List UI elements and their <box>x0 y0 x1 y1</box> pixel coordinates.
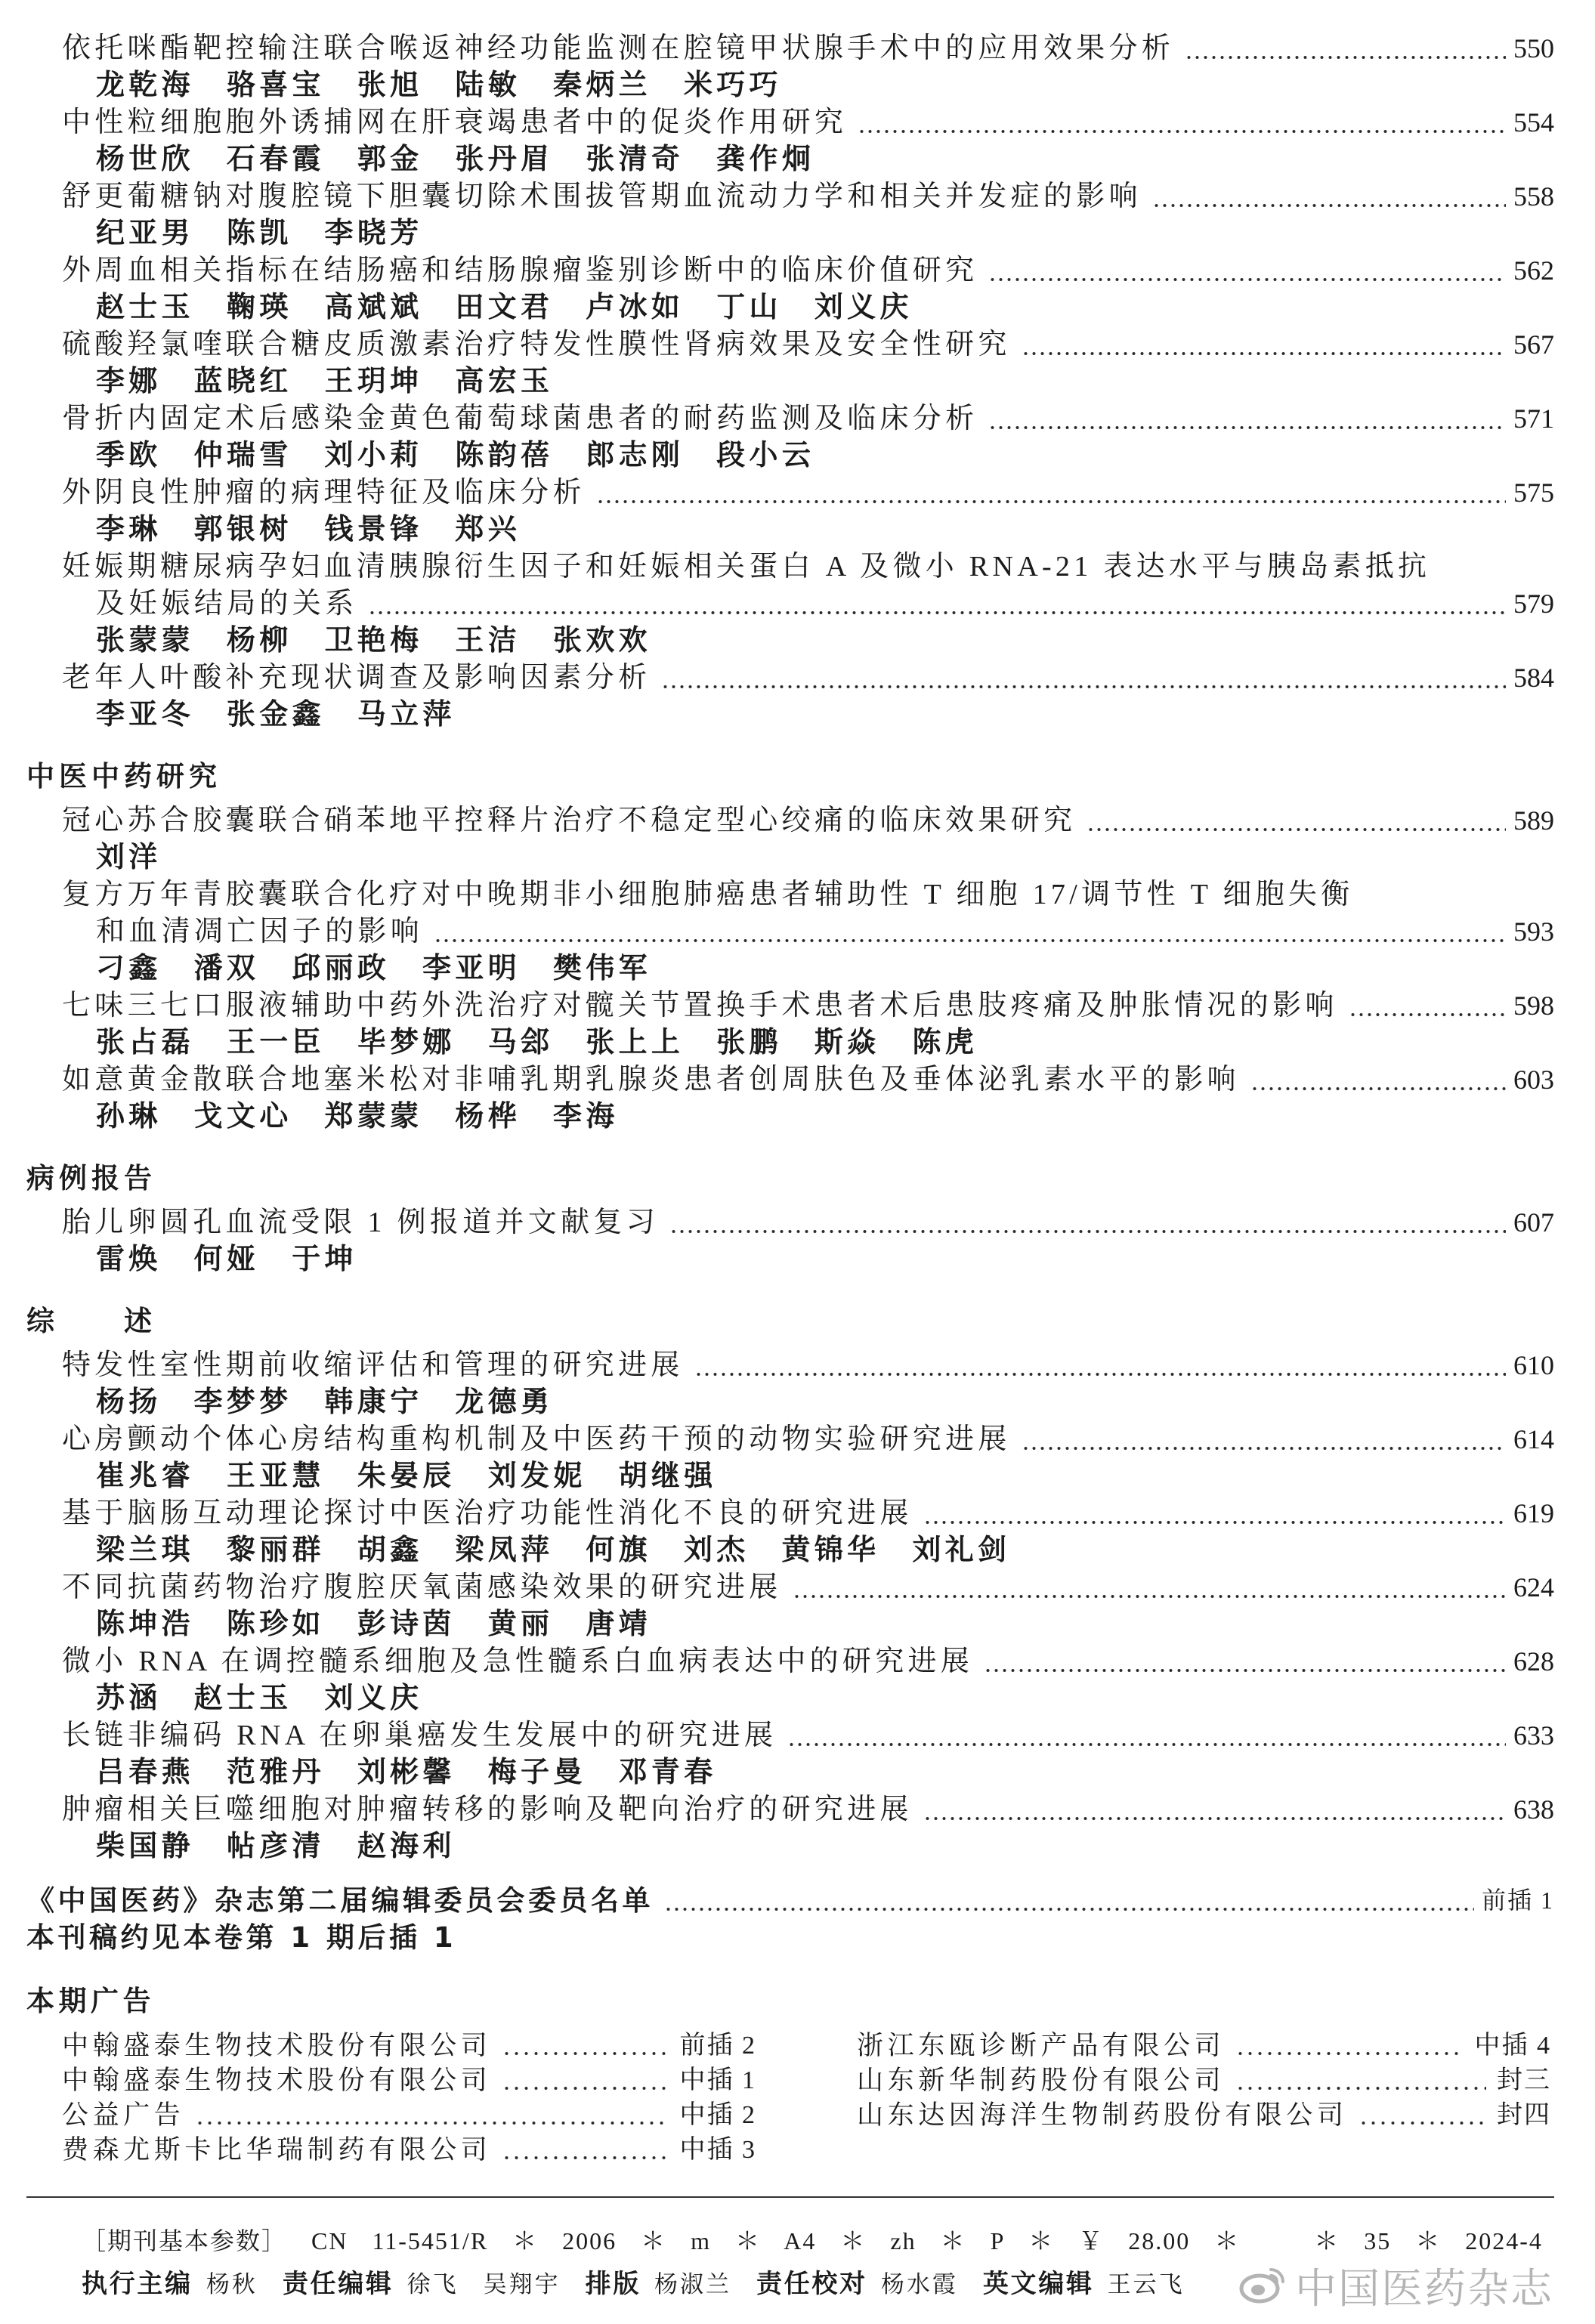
author-list <box>0 1458 1595 1495</box>
ad-item <box>62 2029 756 2063</box>
ad-item <box>62 2098 756 2133</box>
author-name: 李琳 <box>96 514 162 545</box>
author-name: 纪亚男 <box>96 218 194 249</box>
author-name: 米巧巧 <box>683 70 782 101</box>
author-name: 丁山 <box>716 292 782 323</box>
author-list <box>0 67 1595 104</box>
author-name: 梅子曼 <box>487 1757 586 1788</box>
entry-title-line <box>0 30 1595 67</box>
entry-title-line <box>0 474 1595 511</box>
advertiser-name: 费森尤斯卡比华瑞制药有限公司 <box>62 2135 492 2165</box>
article-title: 外周血相关指标在结肠癌和结肠腺瘤鉴别诊断中的临床价值研究 <box>62 255 978 286</box>
section-heading: 综 述 <box>26 1305 156 1337</box>
entry-title-line <box>0 1204 1595 1241</box>
dot-leader <box>368 586 1506 623</box>
author-name: 斯焱 <box>814 1027 880 1058</box>
page-number: 607 <box>1513 1207 1554 1238</box>
author-name: 刘洋 <box>96 842 162 873</box>
author-name: 张蒙蒙 <box>96 625 194 657</box>
author-name: 马郐 <box>487 1027 554 1058</box>
author-name: 陆敏 <box>455 70 521 101</box>
author-list <box>0 1680 1595 1717</box>
toc-section <box>0 1160 1595 1278</box>
table-of-contents <box>0 30 1595 1865</box>
author-name: 高斌斌 <box>324 292 423 323</box>
toc-entry <box>0 1569 1595 1643</box>
notices <box>0 1882 1595 1956</box>
author-name: 郑蒙蒙 <box>324 1101 423 1133</box>
toc-entry <box>0 987 1595 1062</box>
author-name: 赵士玉 <box>193 1683 292 1714</box>
ads-column-left <box>62 2029 756 2168</box>
article-title: 不同抗菌药物治疗腹腔厌氧菌感染效果的研究进展 <box>62 1571 782 1603</box>
author-list <box>0 1024 1595 1062</box>
author-name: 唐靖 <box>586 1609 651 1640</box>
article-title: 冠心苏合胶囊联合硝苯地平控释片治疗不稳定型心绞痛的临床效果研究 <box>62 805 1077 836</box>
toc-entry <box>0 1062 1595 1136</box>
author-name: 蓝晓红 <box>193 366 292 397</box>
author-name: 石春霞 <box>226 144 325 175</box>
author-name: 邓青春 <box>618 1757 717 1788</box>
author-name: 杨扬 <box>96 1386 162 1418</box>
author-list <box>0 1241 1595 1278</box>
article-title: 妊娠期糖尿病孕妇血清胰腺衍生因子和妊娠相关蛋白 A 及微小 RNA-21 表达水平与胰岛素抵抗 <box>62 551 1431 583</box>
entry-title-line <box>0 1569 1595 1606</box>
page-number: 589 <box>1513 805 1554 836</box>
author-name: 韩康宁 <box>324 1386 423 1418</box>
author-name: 戈文心 <box>193 1101 292 1133</box>
article-title: 硫酸羟氯喹联合糖皮质激素治疗特发性膜性肾病效果及安全性研究 <box>62 329 1011 360</box>
toc-entry <box>0 802 1595 876</box>
author-name: 黄锦华 <box>781 1534 880 1566</box>
advertiser-name: 公益广告 <box>62 2100 185 2130</box>
author-list <box>0 141 1595 178</box>
staff-role: 责任编辑 <box>282 2269 394 2299</box>
article-title: 和血清凋亡因子的影响 <box>96 916 424 947</box>
notice-submission-guide <box>0 1919 1595 1956</box>
dot-leader <box>596 474 1506 511</box>
page-number: 562 <box>1513 255 1554 286</box>
author-name: 梁兰琪 <box>96 1534 194 1566</box>
dot-leader <box>1235 2029 1464 2063</box>
dot-leader <box>1185 30 1506 67</box>
article-title: 中性粒细胞胞外诱捕网在肝衰竭患者中的促炎作用研究 <box>62 107 848 138</box>
author-name: 张鹏 <box>716 1027 782 1058</box>
dot-leader <box>1152 178 1506 215</box>
dot-leader <box>502 2133 669 2168</box>
author-name: 龙德勇 <box>455 1386 554 1418</box>
author-name: 张旭 <box>357 70 423 101</box>
ad-page-label: 中插 1 <box>679 2066 756 2094</box>
notice-text: 本刊稿约见本卷第 1 期后插 1 <box>26 1921 457 1954</box>
toc-entry <box>0 1791 1595 1865</box>
entry-title-line <box>0 178 1595 215</box>
page-number: 550 <box>1513 33 1554 63</box>
author-name: 季欧 <box>96 440 162 471</box>
author-name: 卢冰如 <box>586 292 685 323</box>
author-name: 胡鑫 <box>357 1534 423 1566</box>
dot-leader <box>1349 987 1506 1024</box>
ads-column-right <box>857 2029 1551 2168</box>
entry-title-line <box>0 400 1595 437</box>
article-title: 老年人叶酸补充现状调查及影响因素分析 <box>62 662 651 694</box>
ad-page-label: 封三 <box>1497 2066 1551 2094</box>
toc-entry <box>0 400 1595 474</box>
article-title: 及妊娠结局的关系 <box>96 588 358 620</box>
author-list <box>0 437 1595 474</box>
dot-leader <box>434 913 1506 950</box>
page-number: 610 <box>1513 1350 1554 1380</box>
author-list <box>0 697 1595 734</box>
toc-entry <box>0 549 1595 660</box>
author-name: 鞠瑛 <box>226 292 292 323</box>
author-name: 李梦梦 <box>193 1386 292 1418</box>
dot-leader <box>502 2063 669 2098</box>
author-list <box>0 1099 1595 1136</box>
author-list <box>0 623 1595 660</box>
author-name: 邱丽政 <box>292 953 391 984</box>
author-name: 陈坤浩 <box>96 1609 194 1640</box>
author-name: 刁鑫 <box>96 953 162 984</box>
author-name: 刘发妮 <box>487 1460 586 1492</box>
ad-page-label: 中插 3 <box>679 2136 756 2164</box>
dot-leader <box>195 2098 669 2133</box>
author-name: 帖彦清 <box>226 1831 325 1862</box>
author-name: 张清奇 <box>586 144 685 175</box>
ad-page-label: 中插 2 <box>679 2101 756 2129</box>
watermark <box>1239 2261 1554 2313</box>
dot-leader <box>858 104 1506 141</box>
page-number: 579 <box>1513 589 1554 619</box>
author-name: 李海 <box>553 1101 619 1133</box>
author-name: 郭金 <box>357 144 423 175</box>
author-list <box>0 1606 1595 1643</box>
author-list <box>0 215 1595 252</box>
dot-leader <box>1022 1421 1506 1458</box>
entry-title-line <box>0 802 1595 839</box>
author-name: 苏涵 <box>96 1683 162 1714</box>
staff-name: 杨秋 <box>206 2271 258 2298</box>
ad-item <box>857 2063 1551 2098</box>
author-name: 王玥坤 <box>324 366 423 397</box>
staff-name: 王云飞 <box>1107 2271 1185 2298</box>
author-list <box>0 1754 1595 1791</box>
entry-title-line <box>0 1791 1595 1828</box>
staff-name: 吴翔宇 <box>483 2271 561 2298</box>
author-name: 李娜 <box>96 366 162 397</box>
entry-title-line <box>0 586 1595 623</box>
author-name: 龚作炯 <box>716 144 815 175</box>
author-name: 李亚冬 <box>96 699 194 731</box>
author-name: 樊伟军 <box>553 953 651 984</box>
author-name: 刘义庆 <box>814 292 913 323</box>
dot-leader <box>669 1204 1506 1241</box>
author-name: 段小云 <box>716 440 815 471</box>
page-number: 638 <box>1513 1794 1554 1825</box>
author-name: 杨柳 <box>226 625 292 657</box>
toc-entry <box>0 1421 1595 1495</box>
ad-item <box>62 2133 756 2168</box>
author-name: 田文君 <box>455 292 554 323</box>
advertiser-name: 中翰盛泰生物技术股份有限公司 <box>62 2066 492 2095</box>
author-name: 崔兆睿 <box>96 1460 194 1492</box>
dot-leader <box>787 1717 1506 1754</box>
article-title: 心房颤动个体心房结构重构机制及中医药干预的动物实验研究进展 <box>62 1423 1011 1455</box>
toc-section <box>0 758 1595 1136</box>
author-name: 潘双 <box>193 953 260 984</box>
author-name: 何娅 <box>193 1244 260 1275</box>
page-number: 567 <box>1513 329 1554 360</box>
author-list <box>0 289 1595 326</box>
author-name: 陈虎 <box>912 1027 978 1058</box>
ad-page-label: 前插 2 <box>679 2032 756 2060</box>
author-name: 柴国静 <box>96 1831 194 1862</box>
author-name: 郭银树 <box>193 514 292 545</box>
author-name: 梁凤萍 <box>455 1534 554 1566</box>
weibo-logo-icon <box>1239 2265 1286 2304</box>
page-number: 614 <box>1513 1424 1554 1454</box>
advertiser-name: 浙江东瓯诊断产品有限公司 <box>857 2031 1226 2060</box>
author-name: 张丹眉 <box>455 144 554 175</box>
author-name: 陈韵蓓 <box>455 440 554 471</box>
author-list <box>0 1384 1595 1421</box>
dot-leader <box>923 1495 1506 1532</box>
author-name: 刘杰 <box>683 1534 750 1566</box>
article-title: 胎儿卵圆孔血流受限 1 例报道并文献复习 <box>62 1207 660 1238</box>
author-list <box>0 1532 1595 1569</box>
author-name: 赵海利 <box>357 1831 456 1862</box>
toc-entry <box>0 474 1595 549</box>
entry-title-line <box>0 549 1595 586</box>
author-name: 黎丽群 <box>226 1534 325 1566</box>
author-name: 刘小莉 <box>324 440 423 471</box>
entry-title-line <box>0 876 1595 913</box>
author-name: 于坤 <box>292 1244 357 1275</box>
section-heading: 本期广告 <box>26 1985 155 2017</box>
author-name: 高宏玉 <box>455 366 554 397</box>
author-name: 杨世欣 <box>96 144 194 175</box>
staff-name: 徐飞 <box>406 2271 459 2298</box>
advertiser-name: 山东达因海洋生物制药股份有限公司 <box>857 2100 1348 2130</box>
ads-list <box>0 2029 1595 2168</box>
page-number: 前插 1 <box>1481 1887 1554 1914</box>
author-name: 黄丽 <box>487 1609 554 1640</box>
author-name: 陈凯 <box>226 218 292 249</box>
article-title: 外阴良性肿瘤的病理特征及临床分析 <box>62 477 586 508</box>
author-name: 卫艳梅 <box>324 625 423 657</box>
dot-leader <box>988 400 1506 437</box>
toc-entry <box>0 252 1595 326</box>
page-number: 633 <box>1513 1720 1554 1751</box>
entry-title-line <box>0 987 1595 1024</box>
author-name: 马立萍 <box>357 699 456 731</box>
advertiser-name: 山东新华制药股份有限公司 <box>857 2066 1226 2095</box>
page-number: 619 <box>1513 1498 1554 1528</box>
author-name: 仲瑞雪 <box>193 440 292 471</box>
notice-editorial-board <box>0 1882 1595 1919</box>
ad-item <box>62 2063 756 2098</box>
toc-entry <box>0 178 1595 252</box>
entry-title-line <box>0 326 1595 363</box>
toc-entry <box>0 30 1595 104</box>
dot-leader <box>1250 1062 1506 1099</box>
ad-page-label: 封四 <box>1497 2101 1551 2129</box>
page-number: 584 <box>1513 663 1554 693</box>
author-name: 毕梦娜 <box>357 1027 456 1058</box>
article-title: 骨折内固定术后感染金黄色葡萄球菌患者的耐药监测及临床分析 <box>62 403 978 434</box>
entry-title-line <box>0 913 1595 950</box>
article-title: 微小 RNA 在调控髓系细胞及急性髓系白血病表达中的研究进展 <box>62 1646 974 1677</box>
staff-name: 杨水霞 <box>880 2271 958 2298</box>
author-name: 张上上 <box>586 1027 685 1058</box>
author-name: 刘礼剑 <box>912 1534 1011 1566</box>
staff-role: 责任校对 <box>756 2269 867 2299</box>
author-name: 王亚慧 <box>226 1460 325 1492</box>
staff-role: 排版 <box>585 2269 641 2299</box>
toc-section <box>0 1303 1595 1865</box>
dot-leader <box>664 1882 1474 1919</box>
toc-entry <box>0 1717 1595 1791</box>
author-name: 李晓芳 <box>324 218 423 249</box>
toc-entry <box>0 660 1595 734</box>
page-number: 624 <box>1513 1572 1554 1602</box>
dot-leader <box>984 1643 1506 1680</box>
author-name: 刘彬馨 <box>357 1757 456 1788</box>
page-number: 603 <box>1513 1065 1554 1095</box>
author-name: 王洁 <box>455 625 521 657</box>
ad-page-label: 中插 4 <box>1474 2032 1551 2060</box>
entry-title-line <box>0 104 1595 141</box>
author-name: 陈珍如 <box>226 1609 325 1640</box>
article-title: 依托咪酯靶控输注联合喉返神经功能监测在腔镜甲状腺手术中的应用效果分析 <box>62 32 1175 64</box>
author-name: 何旗 <box>586 1534 651 1566</box>
author-name: 张金鑫 <box>226 699 325 731</box>
staff-role: 执行主编 <box>82 2269 193 2299</box>
watermark-text: 中国医药杂志 <box>1295 2264 1554 2313</box>
toc-section <box>0 30 1595 734</box>
page-number: 558 <box>1513 181 1554 212</box>
author-name: 吕春燕 <box>96 1757 194 1788</box>
dot-leader <box>1022 326 1506 363</box>
author-list <box>0 950 1595 987</box>
page-number: 598 <box>1513 990 1554 1021</box>
dot-leader <box>793 1569 1506 1606</box>
entry-title-line <box>0 1062 1595 1099</box>
author-name: 杨桦 <box>455 1101 521 1133</box>
author-list <box>0 511 1595 549</box>
section-heading: 中医中药研究 <box>26 760 221 793</box>
author-name: 郎志刚 <box>586 440 685 471</box>
dot-leader <box>502 2029 669 2063</box>
article-title: 如意黄金散联合地塞米松对非哺乳期乳腺炎患者创周肤色及垂体泌乳素水平的影响 <box>62 1064 1240 1096</box>
author-name: 雷焕 <box>96 1244 162 1275</box>
entry-title-line <box>0 252 1595 289</box>
dot-leader <box>661 660 1506 697</box>
author-name: 彭诗茵 <box>357 1609 456 1640</box>
author-name: 张欢欢 <box>553 625 651 657</box>
author-list <box>0 363 1595 400</box>
dot-leader <box>1359 2098 1486 2133</box>
section-heading: 病例报告 <box>26 1162 156 1194</box>
author-name: 刘义庆 <box>324 1683 423 1714</box>
page-number: 554 <box>1513 107 1554 138</box>
ad-item <box>857 2098 1551 2133</box>
entry-title-line <box>0 1495 1595 1532</box>
toc-page <box>0 30 1595 2303</box>
page-number: 575 <box>1513 477 1554 508</box>
page-number: 628 <box>1513 1646 1554 1677</box>
dot-leader <box>694 1347 1506 1384</box>
page-number: 593 <box>1513 916 1554 947</box>
staff-role: 英文编辑 <box>982 2269 1094 2299</box>
article-title: 舒更葡糖钠对腹腔镜下胆囊切除术围拔管期血流动力学和相关并发症的影响 <box>62 181 1142 212</box>
toc-entry <box>0 876 1595 987</box>
author-list <box>0 1828 1595 1865</box>
article-title: 特发性室性期前收缩评估和管理的研究进展 <box>62 1349 684 1381</box>
author-name: 李亚明 <box>422 953 521 984</box>
ad-item <box>857 2029 1551 2063</box>
author-list <box>0 839 1595 876</box>
author-name: 赵士玉 <box>96 292 194 323</box>
footer-divider <box>26 2196 1554 2198</box>
author-name: 骆喜宝 <box>226 70 325 101</box>
dot-leader <box>988 252 1506 289</box>
toc-entry <box>0 104 1595 178</box>
staff-name: 杨淑兰 <box>654 2271 732 2298</box>
notice-text: 《中国医药》杂志第二届编辑委员会委员名单 <box>26 1884 654 1917</box>
page-number: 571 <box>1513 403 1554 434</box>
advertiser-name: 中翰盛泰生物技术股份有限公司 <box>62 2031 492 2060</box>
dot-leader <box>1235 2063 1486 2098</box>
entry-title-line <box>0 660 1595 697</box>
author-name: 胡继强 <box>618 1460 717 1492</box>
toc-entry <box>0 1347 1595 1421</box>
toc-entry <box>0 326 1595 400</box>
dot-leader <box>1087 802 1506 839</box>
journal-parameters: ［期刊基本参数］ CN 11-5451/R ＊ 2006 ＊ m ＊ A4 ＊ zh ＊ P ＊ ￥ 28.00 ＊ ＊ 35 ＊ 2024-4 <box>82 2227 1543 2254</box>
author-name: 郑兴 <box>455 514 521 545</box>
toc-entry <box>0 1643 1595 1717</box>
author-name: 龙乾海 <box>96 70 194 101</box>
author-name: 王一臣 <box>226 1027 325 1058</box>
article-title: 基于脑肠互动理论探讨中医治疗功能性消化不良的研究进展 <box>62 1497 913 1529</box>
article-title: 七味三七口服液辅助中药外洗治疗对髋关节置换手术患者术后患肢疼痛及肿胀情况的影响 <box>62 990 1338 1021</box>
dot-leader <box>923 1791 1506 1828</box>
entry-title-line <box>0 1717 1595 1754</box>
author-name: 朱晏辰 <box>357 1460 456 1492</box>
author-name: 孙琳 <box>96 1101 162 1133</box>
entry-title-line <box>0 1421 1595 1458</box>
toc-entry <box>0 1495 1595 1569</box>
author-name: 范雅丹 <box>226 1757 325 1788</box>
entry-title-line <box>0 1347 1595 1384</box>
article-title: 肿瘤相关巨噬细胞对肿瘤转移的影响及靶向治疗的研究进展 <box>62 1794 913 1825</box>
author-name: 钱景锋 <box>324 514 423 545</box>
entry-title-line <box>0 1643 1595 1680</box>
toc-entry <box>0 1204 1595 1278</box>
author-name: 张占磊 <box>96 1027 194 1058</box>
article-title: 复方万年青胶囊联合化疗对中晚期非小细胞肺癌患者辅助性 T 细胞 17/调节性 T 细胞失衡 <box>62 879 1354 910</box>
author-name: 秦炳兰 <box>553 70 651 101</box>
article-title: 长链非编码 RNA 在卵巢癌发生发展中的研究进展 <box>62 1720 777 1751</box>
